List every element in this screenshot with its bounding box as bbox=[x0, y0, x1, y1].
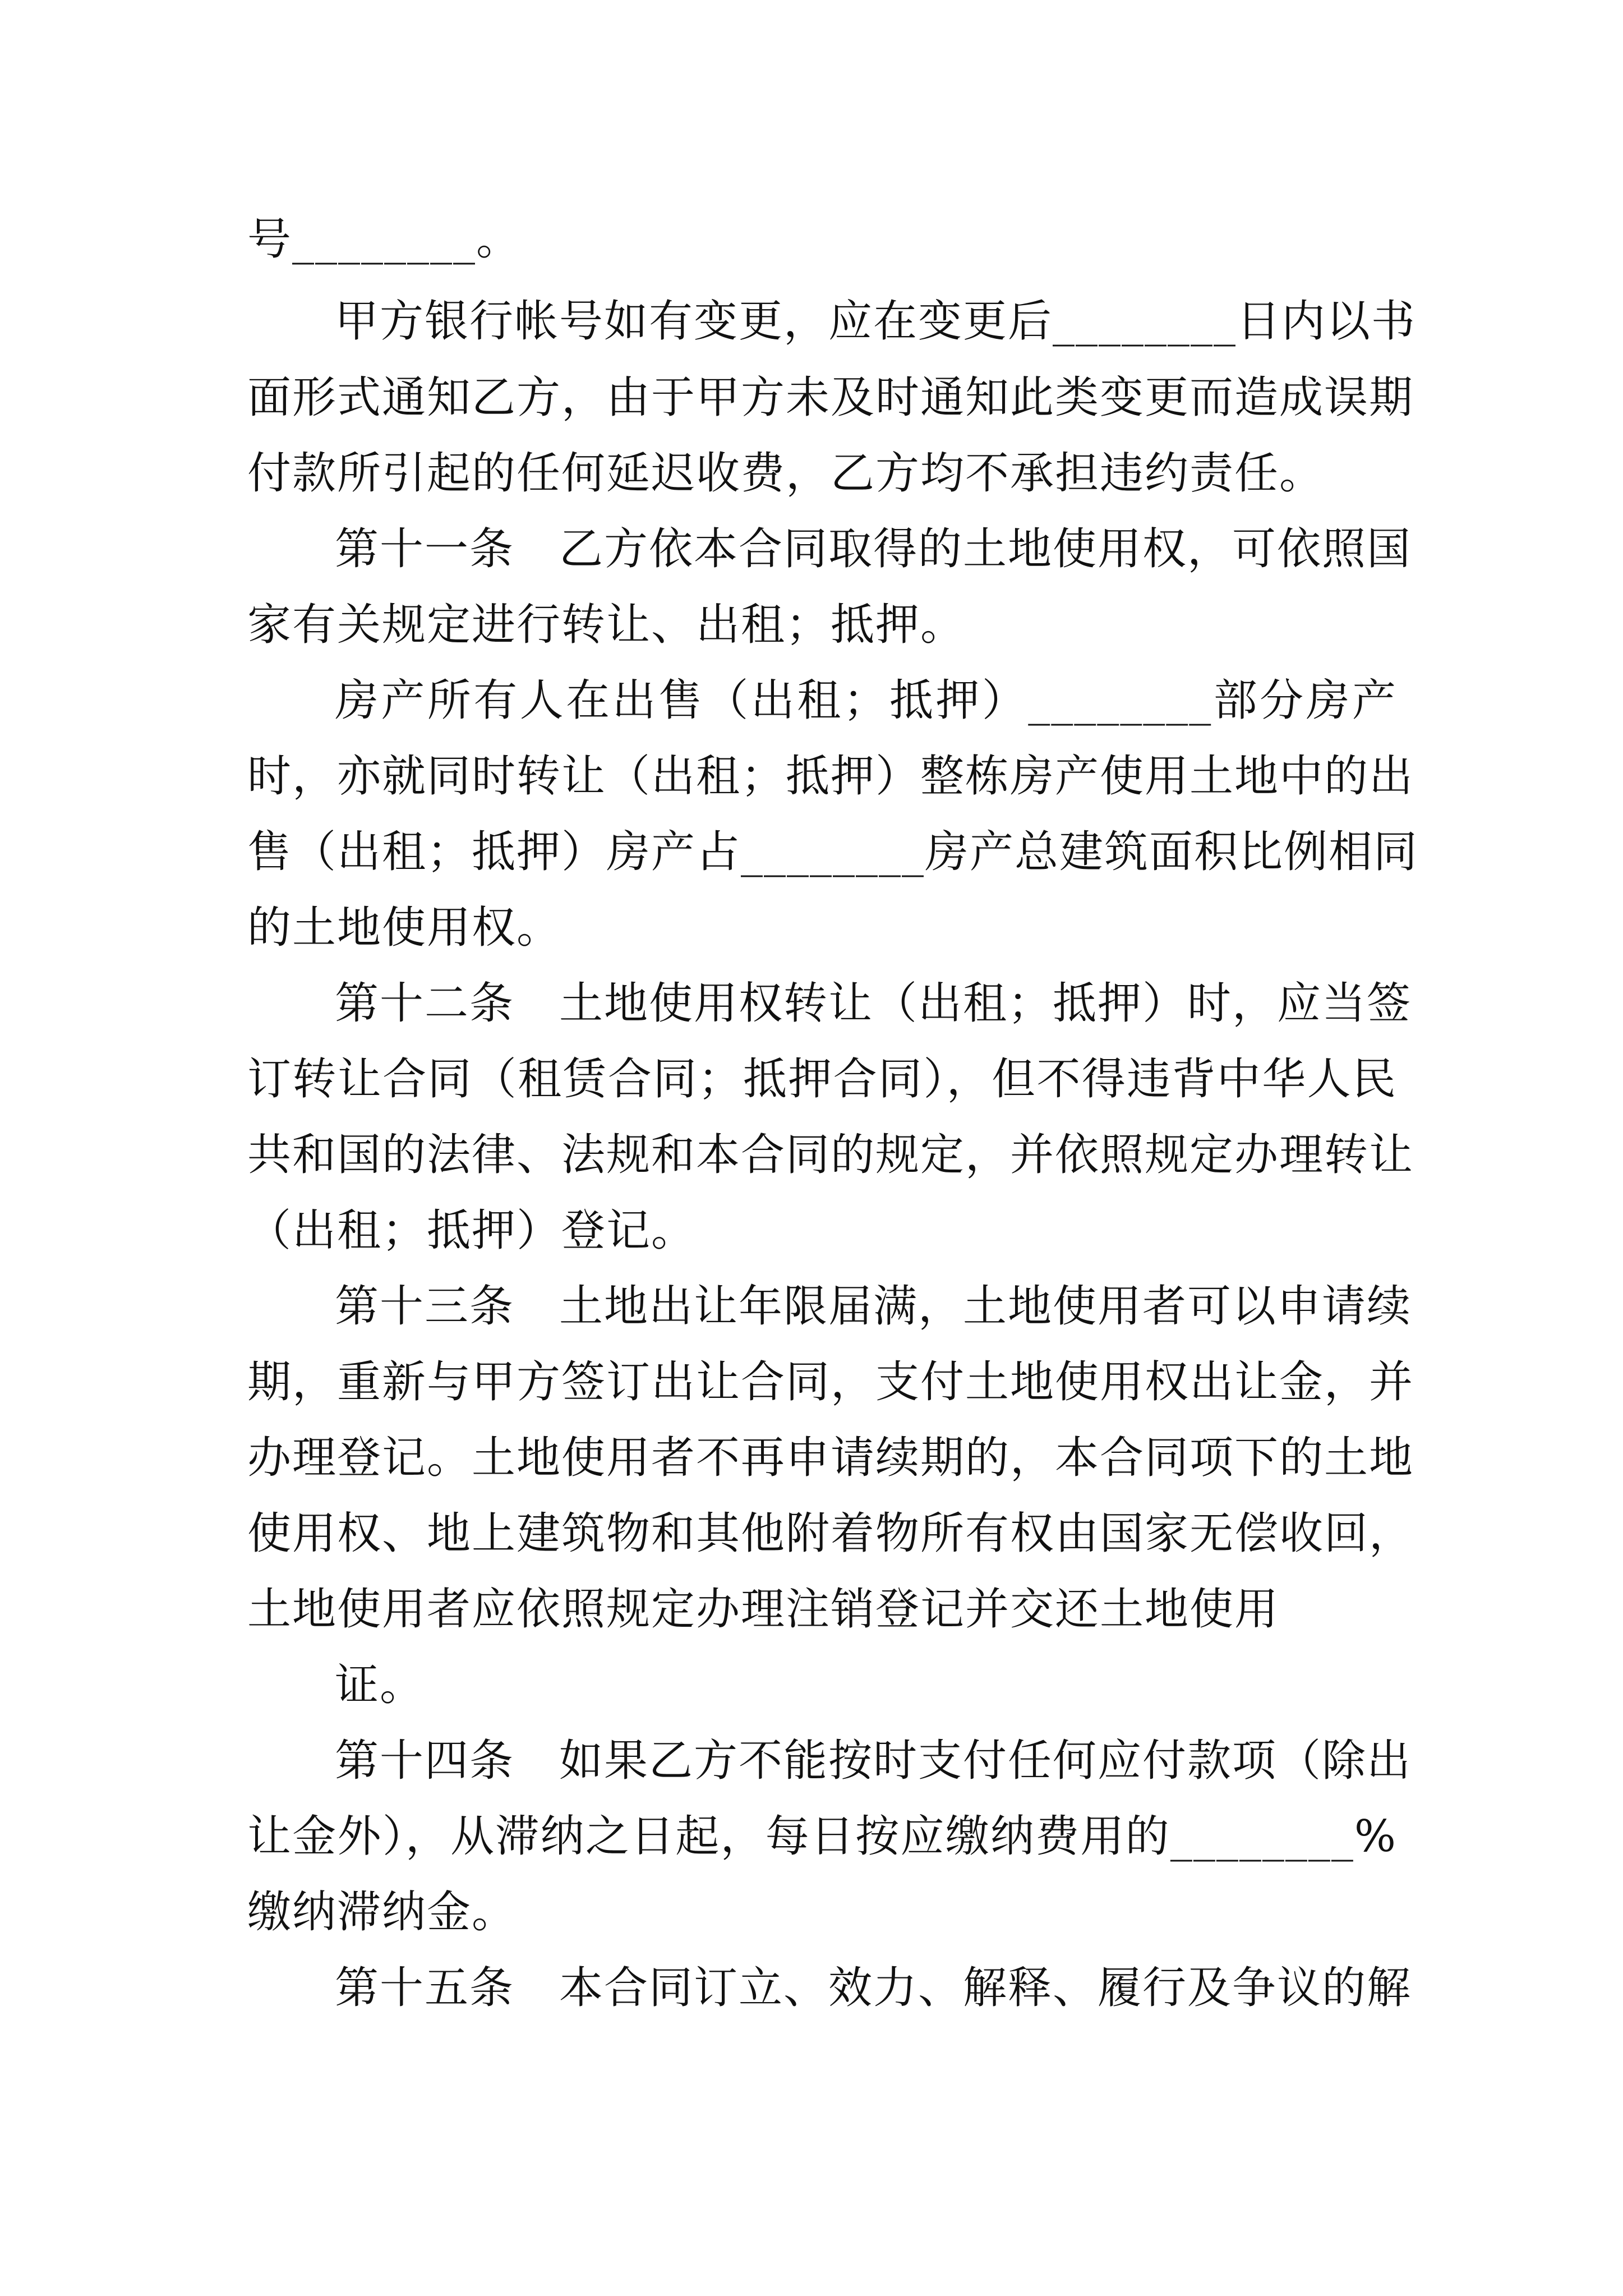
text-line-17: 办理登记。土地使用者不再申请续期的，本合同项下的土地 bbox=[247, 1433, 1414, 1483]
text-line-21: 第十四条 如果乙方不能按时支付任何应付款项（除出 bbox=[335, 1736, 1412, 1786]
text-line-10: 的土地使用权。 bbox=[247, 903, 562, 953]
text-line-4: 付款所引起的任何延迟收费，乙方均不承担违约责任。 bbox=[247, 448, 1325, 499]
text-line-20: 证。 bbox=[335, 1660, 425, 1710]
text-line-12: 订转让合同（租赁合同；抵押合同），但不得违背中华人民 bbox=[247, 1054, 1397, 1105]
text-line-15: 第十三条 土地出让年限届满，土地使用者可以申请续 bbox=[335, 1281, 1412, 1332]
text-line-19: 土地使用者应依照规定办理注销登记并交还土地使用 bbox=[247, 1584, 1280, 1635]
text-line-2: 甲方银行帐号如有变更，应在变更后________日内以书 bbox=[335, 296, 1417, 347]
text-line-6: 家有关规定进行转让、出租；抵押。 bbox=[247, 600, 966, 650]
text-line-16: 期，重新与甲方签订出让合同，支付土地使用权出让金，并 bbox=[247, 1357, 1414, 1407]
text-line-7: 房产所有人在出售（出租；抵押）________部分房产 bbox=[335, 675, 1397, 726]
text-line-11: 第十二条 土地使用权转让（出租；抵押）时，应当签 bbox=[335, 978, 1412, 1029]
text-line-18: 使用权、地上建筑物和其他附着物所有权由国家无偿收回， bbox=[247, 1508, 1414, 1559]
text-line-8: 时，亦就同时转让（出租；抵押）整栋房产使用土地中的出 bbox=[247, 751, 1414, 802]
text-line-13: 共和国的法律、法规和本合同的规定，并依照规定办理转让 bbox=[247, 1130, 1414, 1180]
text-line-1: 号________。 bbox=[247, 214, 522, 265]
text-line-23: 缴纳滞纳金。 bbox=[247, 1887, 517, 1938]
text-line-9: 售（出租；抵押）房产占________房产总建筑面积比例相同 bbox=[247, 827, 1419, 877]
text-line-14: （出租；抵押）登记。 bbox=[247, 1205, 697, 1256]
text-line-3: 面形式通知乙方，由于甲方未及时通知此类变更而造成误期 bbox=[247, 372, 1414, 423]
text-line-5: 第十一条 乙方依本合同取得的土地使用权，可依照国 bbox=[335, 524, 1412, 574]
text-line-22: 让金外），从滞纳之日起，每日按应缴纳费用的________% bbox=[247, 1811, 1397, 1862]
text-line-24: 第十五条 本合同订立、效力、解释、履行及争议的解 bbox=[335, 1963, 1412, 2013]
